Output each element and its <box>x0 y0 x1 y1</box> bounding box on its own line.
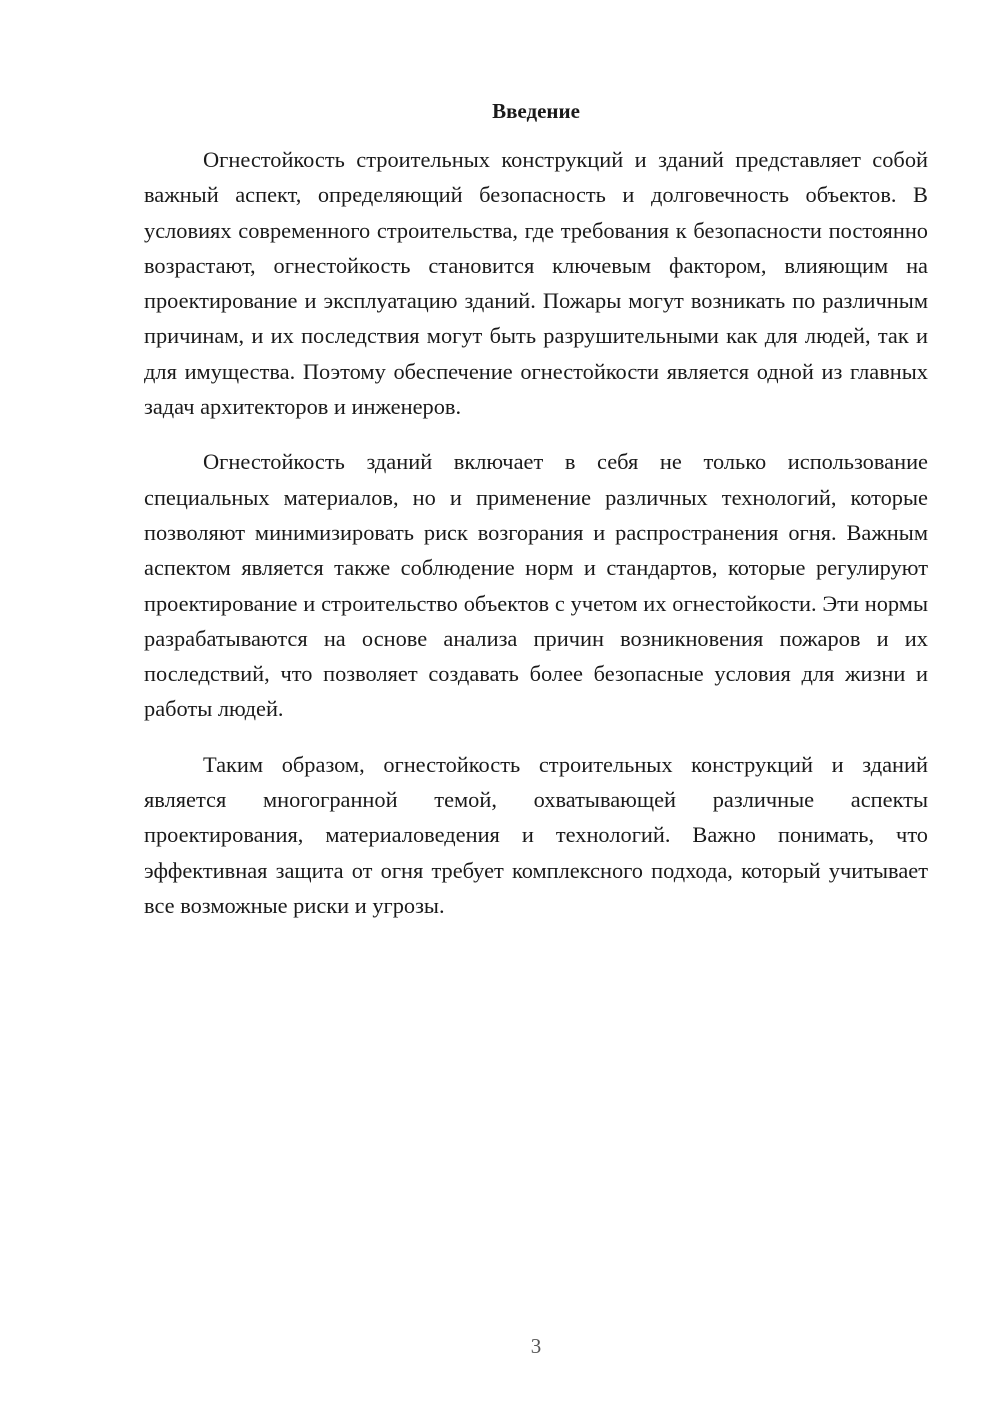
paragraph-2: Огнестойкость зданий включает в себя не только использование специальных материалов, но и применение различных технологий, которые позволяют минимизировать риск возгорания и распространения огня. Важным аспектом является также соблюдение норм и стандартов, которые регулируют проектирование и строительство объектов с учетом их огнестойкости. Эти нормы разрабатываются на основе анализа причин возникновения пожаров и их последствий, что позволяет создавать более безопасные условия для жизни и работы людей. <box>144 449 928 722</box>
body-text <box>144 142 928 943</box>
paragraph-3: Таким образом, огнестойкость строительных конструкций и зданий является многогранной темой, охватывающей различные аспекты проектирования, материаловедения и технологий. Важно понимать, что эффективная защита от огня требует комплексного подхода, который учитывает все возможные риски и угрозы. <box>144 751 928 918</box>
paragraph-1: Огнестойкость строительных конструкций и зданий представляет собой важный аспект, определяющий безопасность и долговечность объектов. В условиях современного строительства, где требования к безопасности постоянно возрастают, огнестойкость становится ключевым фактором, влияющим на проектирование и эксплуатацию зданий. Пожары могут возникать по различным причинам, и их последствия могут быть разрушительными как для людей, так и для имущества. Поэтому обеспечение огнестойкости является одной из главных задач архитекторов и инженеров. <box>144 147 928 420</box>
section-heading: Введение <box>492 99 580 123</box>
page-number: 3 <box>530 1334 542 1358</box>
